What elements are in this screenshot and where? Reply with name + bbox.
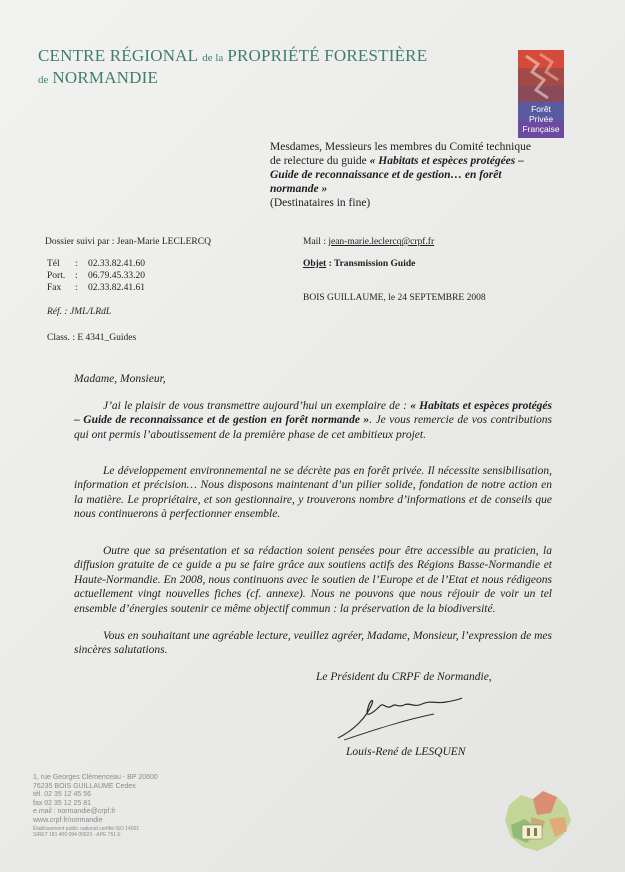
contact-row bbox=[47, 258, 145, 270]
paragraph-2 bbox=[74, 464, 552, 522]
footer-line: tél. 02 35 12 45 56 bbox=[33, 791, 91, 799]
objet-label: Objet bbox=[303, 259, 327, 269]
org-name-part: de bbox=[38, 74, 49, 86]
contact-sep: : bbox=[75, 271, 78, 281]
contact-sep: : bbox=[75, 283, 78, 293]
objet-value: : Transmission Guide bbox=[326, 259, 416, 269]
logo-text bbox=[518, 104, 564, 134]
contact-label: Port. bbox=[47, 271, 66, 281]
paragraph-text: Vous en souhaitant une agréable lecture, veuillez agréer, Madame, Monsieur, l’expression de mes sincères salutations. bbox=[74, 630, 552, 657]
dossier-suivi: Dossier suivi par : Jean-Marie LECLERCQ bbox=[45, 237, 211, 247]
addressee-line: (Destinataires in fine) bbox=[270, 197, 371, 209]
handwritten-signature bbox=[334, 690, 464, 742]
paragraph-text bbox=[74, 399, 552, 442]
guide-title-inline: « Habitats et espèces protégés – Guide de reconnaissance et de gestion en forêt normande » bbox=[74, 400, 553, 427]
footer-line: fax 02 35 12 25 81 bbox=[33, 799, 91, 807]
paragraph-text: Outre que sa présentation et sa rédaction soient pensées pour être accessible au praticien, la diffusion gratuite de ce guide a pu se faire grâce aux soutiens actifs des Régions Basse-Normandie et Haute-Normandie. En 2008, nous continuons avec le soutien de l’Europe et de l’Etat et nous rédigeons actuellement vingt nouvelles fiches (cf. annexe). Nous ne pouvons que nous réjouir de voir un tel ensemble d’énergies soutenir ce même objectif commun : la préservation de la biodiversité. bbox=[74, 545, 552, 615]
footer-website[interactable]: www.crpf.fr/normandie bbox=[33, 816, 103, 824]
footer-address bbox=[33, 774, 158, 839]
contact-label: Fax bbox=[47, 283, 62, 293]
foret-privee-logo bbox=[518, 50, 564, 138]
mail-link[interactable]: jean-marie.leclercq@crpf.fr bbox=[328, 237, 435, 247]
contact-sep: : bbox=[75, 259, 78, 269]
org-name-part: CENTRE RÉGIONAL bbox=[38, 46, 199, 65]
guide-title: « Habitats et espèces protégées – bbox=[369, 155, 524, 167]
footer-legal: Établissement public national certifié ISO 14001 bbox=[33, 825, 140, 832]
footer-line: 1, rue Georges Clémenceau - BP 20600 bbox=[33, 774, 158, 781]
contact-row bbox=[47, 270, 145, 282]
paragraph-3 bbox=[74, 544, 552, 616]
contact-row bbox=[47, 282, 145, 294]
salutation: Madame, Monsieur, bbox=[74, 373, 166, 385]
footer-legal: SIRET 181 400 094 00023 - APE 751 E bbox=[33, 832, 121, 839]
paragraph-text-part: . Je vous remercie de vos contributions qui ont permis l’aboutissement de la première phase de cet ambitieux projet. bbox=[74, 414, 552, 441]
mail-label: Mail : bbox=[303, 237, 329, 247]
phone-number: 02.33.82.41.60 bbox=[88, 259, 145, 269]
mail-line bbox=[303, 236, 434, 248]
organization-name bbox=[38, 46, 427, 90]
classification: Class. : E 4341_Guides bbox=[47, 333, 137, 343]
paragraph-text: Le développement environnemental ne se décrète pas en forêt privée. Il nécessite sensibilisation, information et précision… Nous disposons maintenant d’un pilier solide, fondation de notre action en la matière. Le propriétaire, et son gestionnaire, y trouverons nombre d’informations et de conseils que nous continuerons à perfectionner ensemble. bbox=[74, 465, 552, 521]
contact-label: Tél bbox=[47, 259, 60, 269]
mobile-number: 06.79.45.33.20 bbox=[88, 271, 145, 281]
signatory-title: Le Président du CRPF de Normandie, bbox=[316, 671, 492, 683]
guide-title: normande » bbox=[270, 183, 328, 195]
footer-email[interactable]: e.mail : normandie@crpf.fr bbox=[33, 808, 116, 816]
reference-value: JML/LRdL bbox=[69, 307, 112, 317]
addressee-block bbox=[270, 140, 570, 210]
logo-text-line: Forêt bbox=[531, 104, 551, 114]
org-name-part: PROPRIÉTÉ FORESTIÈRE bbox=[227, 46, 428, 65]
guide-title: Guide de reconnaissance et de gestion… en forêt bbox=[270, 169, 502, 181]
objet-line bbox=[303, 259, 415, 269]
paragraph-text-part: J’ai le plaisir de vous transmettre aujourd’hui un exemplaire de : bbox=[103, 400, 411, 412]
reference bbox=[47, 306, 111, 318]
org-name-part: de la bbox=[202, 52, 224, 64]
tree-logo-icon bbox=[518, 50, 564, 102]
fax-number: 02.33.82.41.61 bbox=[88, 283, 145, 293]
paragraph-4 bbox=[74, 629, 552, 658]
footer-line: 76235 BOIS GUILLAUME Cedex bbox=[33, 782, 136, 790]
contact-numbers bbox=[47, 258, 145, 294]
letter-date: BOIS GUILLAUME, le 24 SEPTEMBRE 2008 bbox=[303, 293, 486, 303]
org-name-part: NORMANDIE bbox=[52, 68, 159, 87]
paragraph-1 bbox=[74, 399, 552, 442]
addressee-line: Mesdames, Messieurs les membres du Comité technique bbox=[270, 141, 531, 153]
normandie-map-icon bbox=[497, 785, 577, 857]
logo-text-line: Française bbox=[522, 124, 560, 134]
reference-label: Réf. : bbox=[47, 307, 68, 317]
logo-text-line: Privée bbox=[528, 114, 554, 124]
addressee-text: de relecture du guide bbox=[270, 155, 370, 167]
addressee-line bbox=[270, 154, 570, 168]
signatory-name: Louis-René de LESQUEN bbox=[346, 746, 466, 758]
